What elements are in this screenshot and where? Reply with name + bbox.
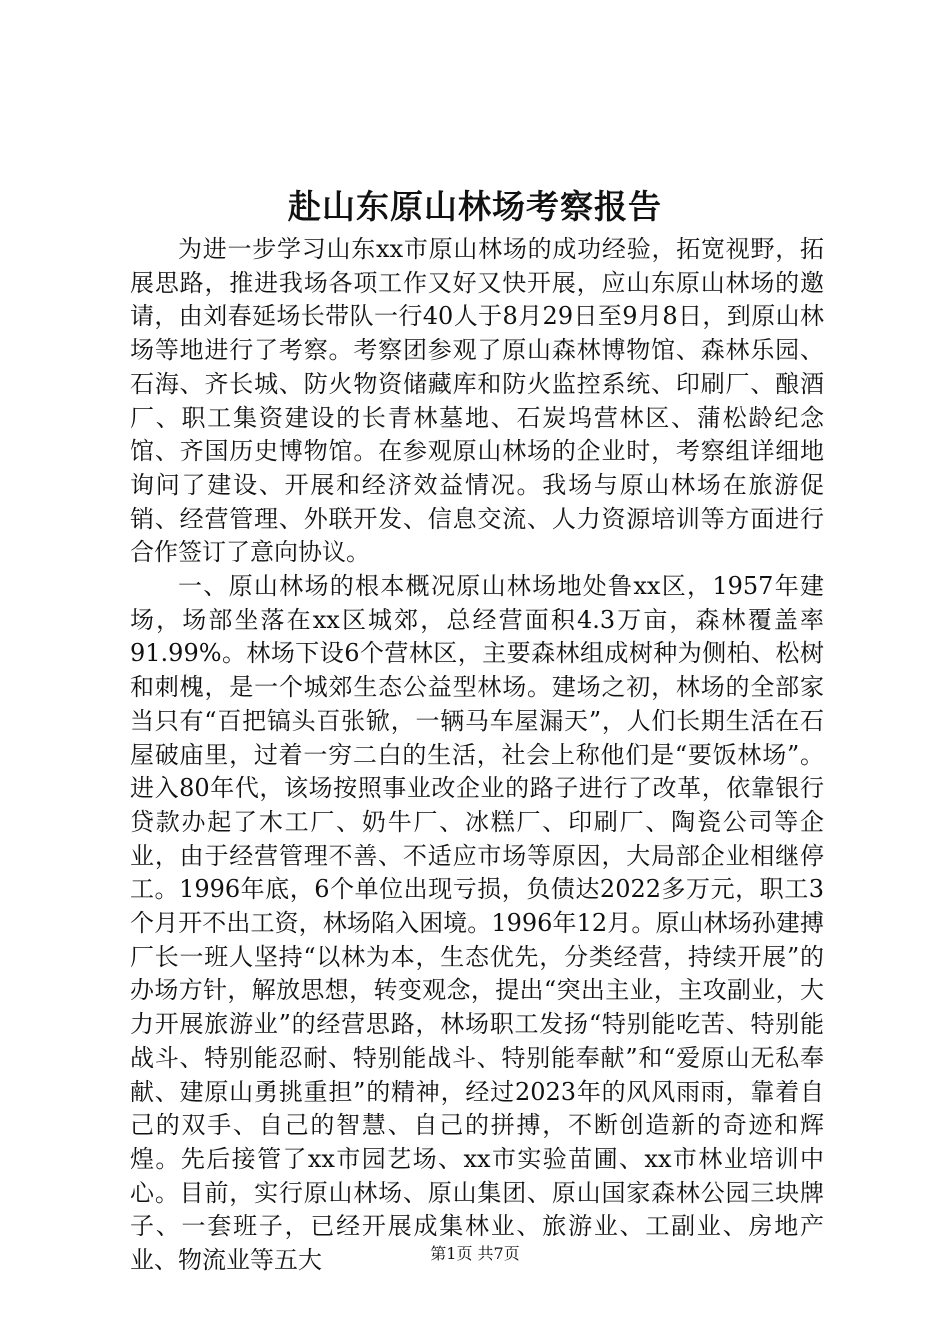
page-number-footer: 第1页 共7页 [430,1244,520,1263]
document-title: 赴山东原山林场考察报告 [288,187,662,226]
document-body [130,233,824,1278]
body-paragraph-intro: 为进一步学习山东xx市原山林场的成功经验，拓宽视野，拓展思路，推进我场各项工作又好又快开展，应山东原山林场的邀请，由刘春延场长带队一行40人于8月29日至9月8日，到原山林场等地进行了考察。考察团参观了原山森林博物馆、森林乐园、石海、齐长城、防火物资储藏库和防火监控系统、印刷厂、酿酒厂、职工集资建设的长青林墓地、石炭坞营林区、蒲松龄纪念馆、齐国历史博物馆。在参观原山林场的企业时，考察组详细地询问了建设、开展和经济效益情况。我场与原山林场在旅游促销、经营管理、外联开发、信息交流、人力资源培训等方面进行合作签订了意向协议。 [130,235,824,567]
body-paragraph-overview: 一、原山林场的根本概况原山林场地处鲁xx区，1957年建场，场部坐落在xx区城郊，总经营面积4.3万亩，森林覆盖率91.99%。林场下设6个营林区，主要森林组成树种为侧柏、松树和刺槐，是一个城郊生态公益型林场。建场之初，林场的全部家当只有“百把镐头百张锨，一辆马车屋漏天”，人们长期生活在石屋破庙里，过着一穷二白的生活，社会上称他们是“要饭林场”。进入80年代，该场按照事业改企业的路子进行了改革，依靠银行贷款办起了木工厂、奶牛厂、冰糕厂、印刷厂、陶瓷公司等企业，由于经营管理不善、不适应市场等原因，大局部企业相继停工。1996年底，6个单位出现亏损，负债达2022多万元，职工3个月开不出工资，林场陷入困境。1996年12月。原山林场孙建搏厂长一班人坚持“以林为本，生态优先，分类经营，持续开展”的办场方针，解放思想，转变观念，提出“突出主业，主攻副业，大力开展旅游业”的经营思路，林场职工发扬“特别能吃苦、特别能战斗、特别能忍耐、特别能战斗、特别能奉献”和“爱原山无私奉献、建原山勇挑重担”的精神，经过2023年的风风雨雨，靠着自己的双手、自己的智慧、自己的拼搏，不断创造新的奇迹和辉煌。先后接管了xx市园艺场、xx市实验苗圃、xx市林业培训中心。目前，实行原山林场、原山集团、原山国家森林公园三块牌子、一套班子，已经开展成集林业、旅游业、工副业、房地产业、物流业等五大 [130,572,824,1275]
